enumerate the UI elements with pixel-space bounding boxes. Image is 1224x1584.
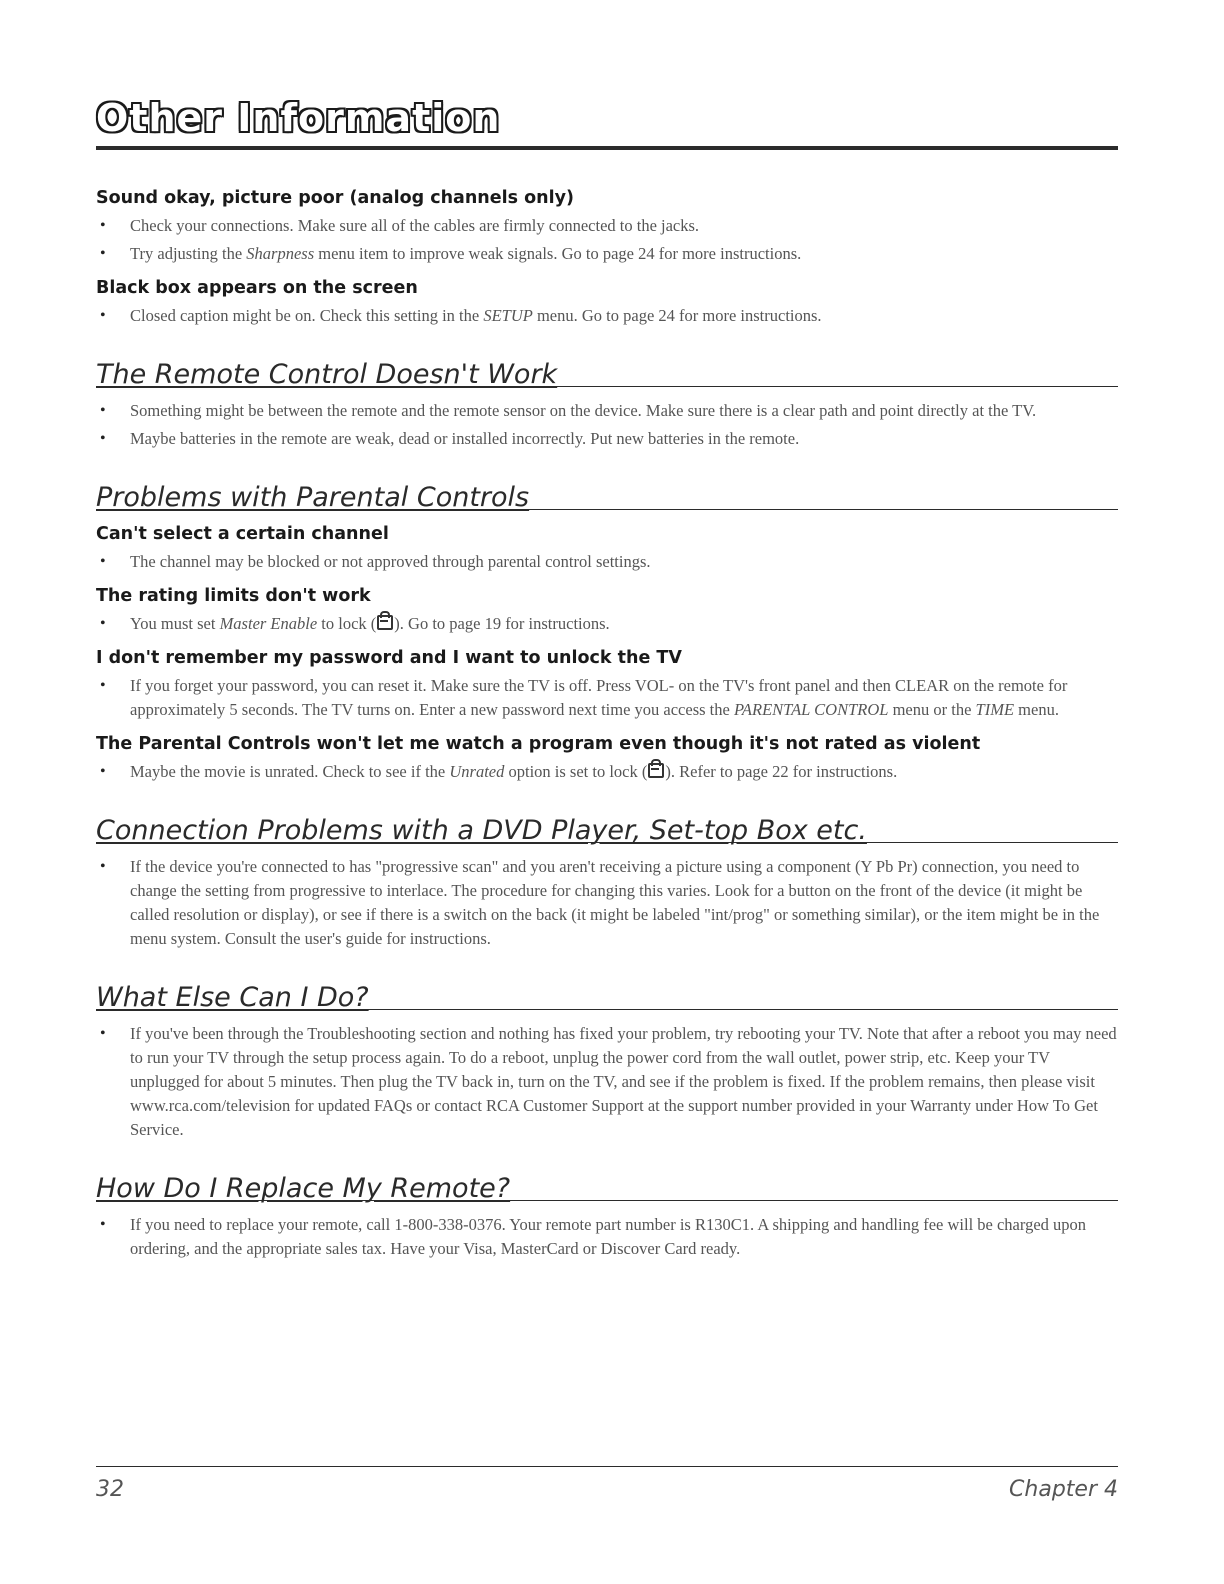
bullet-list (96, 1213, 1118, 1261)
subheading-cant-select: Can't select a certain channel (96, 524, 389, 544)
bullet-list (96, 855, 1118, 951)
list-item: • Try adjusting the Sharpness menu item to improve weak signals. Go to page 24 for more instructions. (96, 242, 1118, 266)
menu-item-name: Unrated (449, 762, 505, 781)
lock-icon (648, 763, 664, 778)
section-title: What Else Can I Do? (96, 982, 369, 1013)
bullet-list (96, 1022, 1118, 1142)
page-content (96, 186, 1118, 1271)
chapter-label: Chapter 4 (1009, 1477, 1118, 1502)
section-title: Connection Problems with a DVD Player, Set-top Box etc. (96, 815, 867, 846)
subheading-sound-okay: Sound okay, picture poor (analog channels only) (96, 188, 575, 208)
menu-name: SETUP (483, 306, 533, 325)
menu-item-name: Master Enable (219, 614, 318, 633)
bullet-list (96, 674, 1118, 722)
list-item: • Something might be between the remote and the remote sensor on the device. Make sure there is a clear path and point directly at the TV. (96, 399, 1118, 423)
lock-icon (377, 615, 393, 630)
section-header-connection (96, 804, 1118, 846)
list-item: • Check your connections. Make sure all of the cables are firmly connected to the jacks. (96, 214, 1118, 238)
list-item: • Maybe the movie is unrated. Check to see if the Unrated option is set to lock ( ). Refer to page 22 for instructions. (96, 760, 1118, 784)
subheading-violent: The Parental Controls won't let me watch a program even though it's not rated as violent (96, 734, 981, 754)
section-title: The Remote Control Doesn't Work (96, 359, 558, 390)
list-item: • If you forget your password, you can reset it. Make sure the TV is off. Press VOL- on the TV's front panel and then CLEAR on the remote for approximately 5 seconds. The TV turns on. Enter a new password next time you access the PARENTAL CONTROL menu or the TIME menu. (96, 674, 1118, 722)
bullet-list (96, 399, 1118, 451)
list-item: • Maybe batteries in the remote are weak, dead or installed incorrectly. Put new batteries in the remote. (96, 427, 1118, 451)
section-title: Problems with Parental Controls (96, 482, 530, 513)
list-item: • The channel may be blocked or not approved through parental control settings. (96, 550, 1118, 574)
page-footer (96, 1466, 1118, 1517)
list-item: • Closed caption might be on. Check this setting in the SETUP menu. Go to page 24 for more instructions. (96, 304, 1118, 328)
bullet-list (96, 214, 1118, 266)
bullet-list (96, 760, 1118, 784)
bullet-list (96, 304, 1118, 328)
page-number: 32 (96, 1477, 124, 1502)
subheading-black-box: Black box appears on the screen (96, 278, 418, 298)
menu-name: PARENTAL CONTROL (733, 700, 889, 719)
list-item: • If you need to replace your remote, call 1-800-338-0376. Your remote part number is R130C1. A shipping and handling fee will be charged upon ordering, and the appropriate sales tax. Have your Visa, MasterCard or Discover Card ready. (96, 1213, 1118, 1261)
menu-name: TIME (975, 700, 1015, 719)
section-header-remote (96, 348, 1118, 390)
subheading-rating-limits: The rating limits don't work (96, 586, 371, 606)
section-header-replace-remote (96, 1162, 1118, 1204)
section-header-what-else (96, 971, 1118, 1013)
page-header (96, 84, 1118, 150)
subheading-password: I don't remember my password and I want to unlock the TV (96, 648, 682, 668)
bullet-list (96, 550, 1118, 574)
menu-item-name: Sharpness (246, 244, 315, 263)
bullet-list (96, 612, 1118, 636)
page-title: Other Information (96, 96, 501, 140)
list-item: • If the device you're connected to has "progressive scan" and you aren't receiving a picture using a component (Y Pb Pr) connection, you need to change the setting from progressive to interlace. The procedure for changing this varies. Look for a button on the front of the device (it might be called resolution or display), or see if there is a switch on the back (it might be labeled "int/prog" or something similar), or the item might be in the menu system. Consult the user's guide for instructions. (96, 855, 1118, 951)
section-title: How Do I Replace My Remote? (96, 1173, 511, 1204)
list-item: • If you've been through the Troubleshooting section and nothing has fixed your problem, try rebooting your TV. Note that after a reboot you may need to run your TV through the setup process again. To do a reboot, unplug the power cord from the wall outlet, power strip, etc. Keep your TV unplugged for about 5 minutes. Then plug the TV back in, turn on the TV, and see if the problem is fixed. If the problem remains, then please visit www.rca.com/television for updated FAQs or contact RCA Customer Support at the support number provided in your Warranty under How To Get Service. (96, 1022, 1118, 1142)
section-header-parental (96, 471, 1118, 513)
list-item: • You must set Master Enable to lock ( ). Go to page 19 for instructions. (96, 612, 1118, 636)
